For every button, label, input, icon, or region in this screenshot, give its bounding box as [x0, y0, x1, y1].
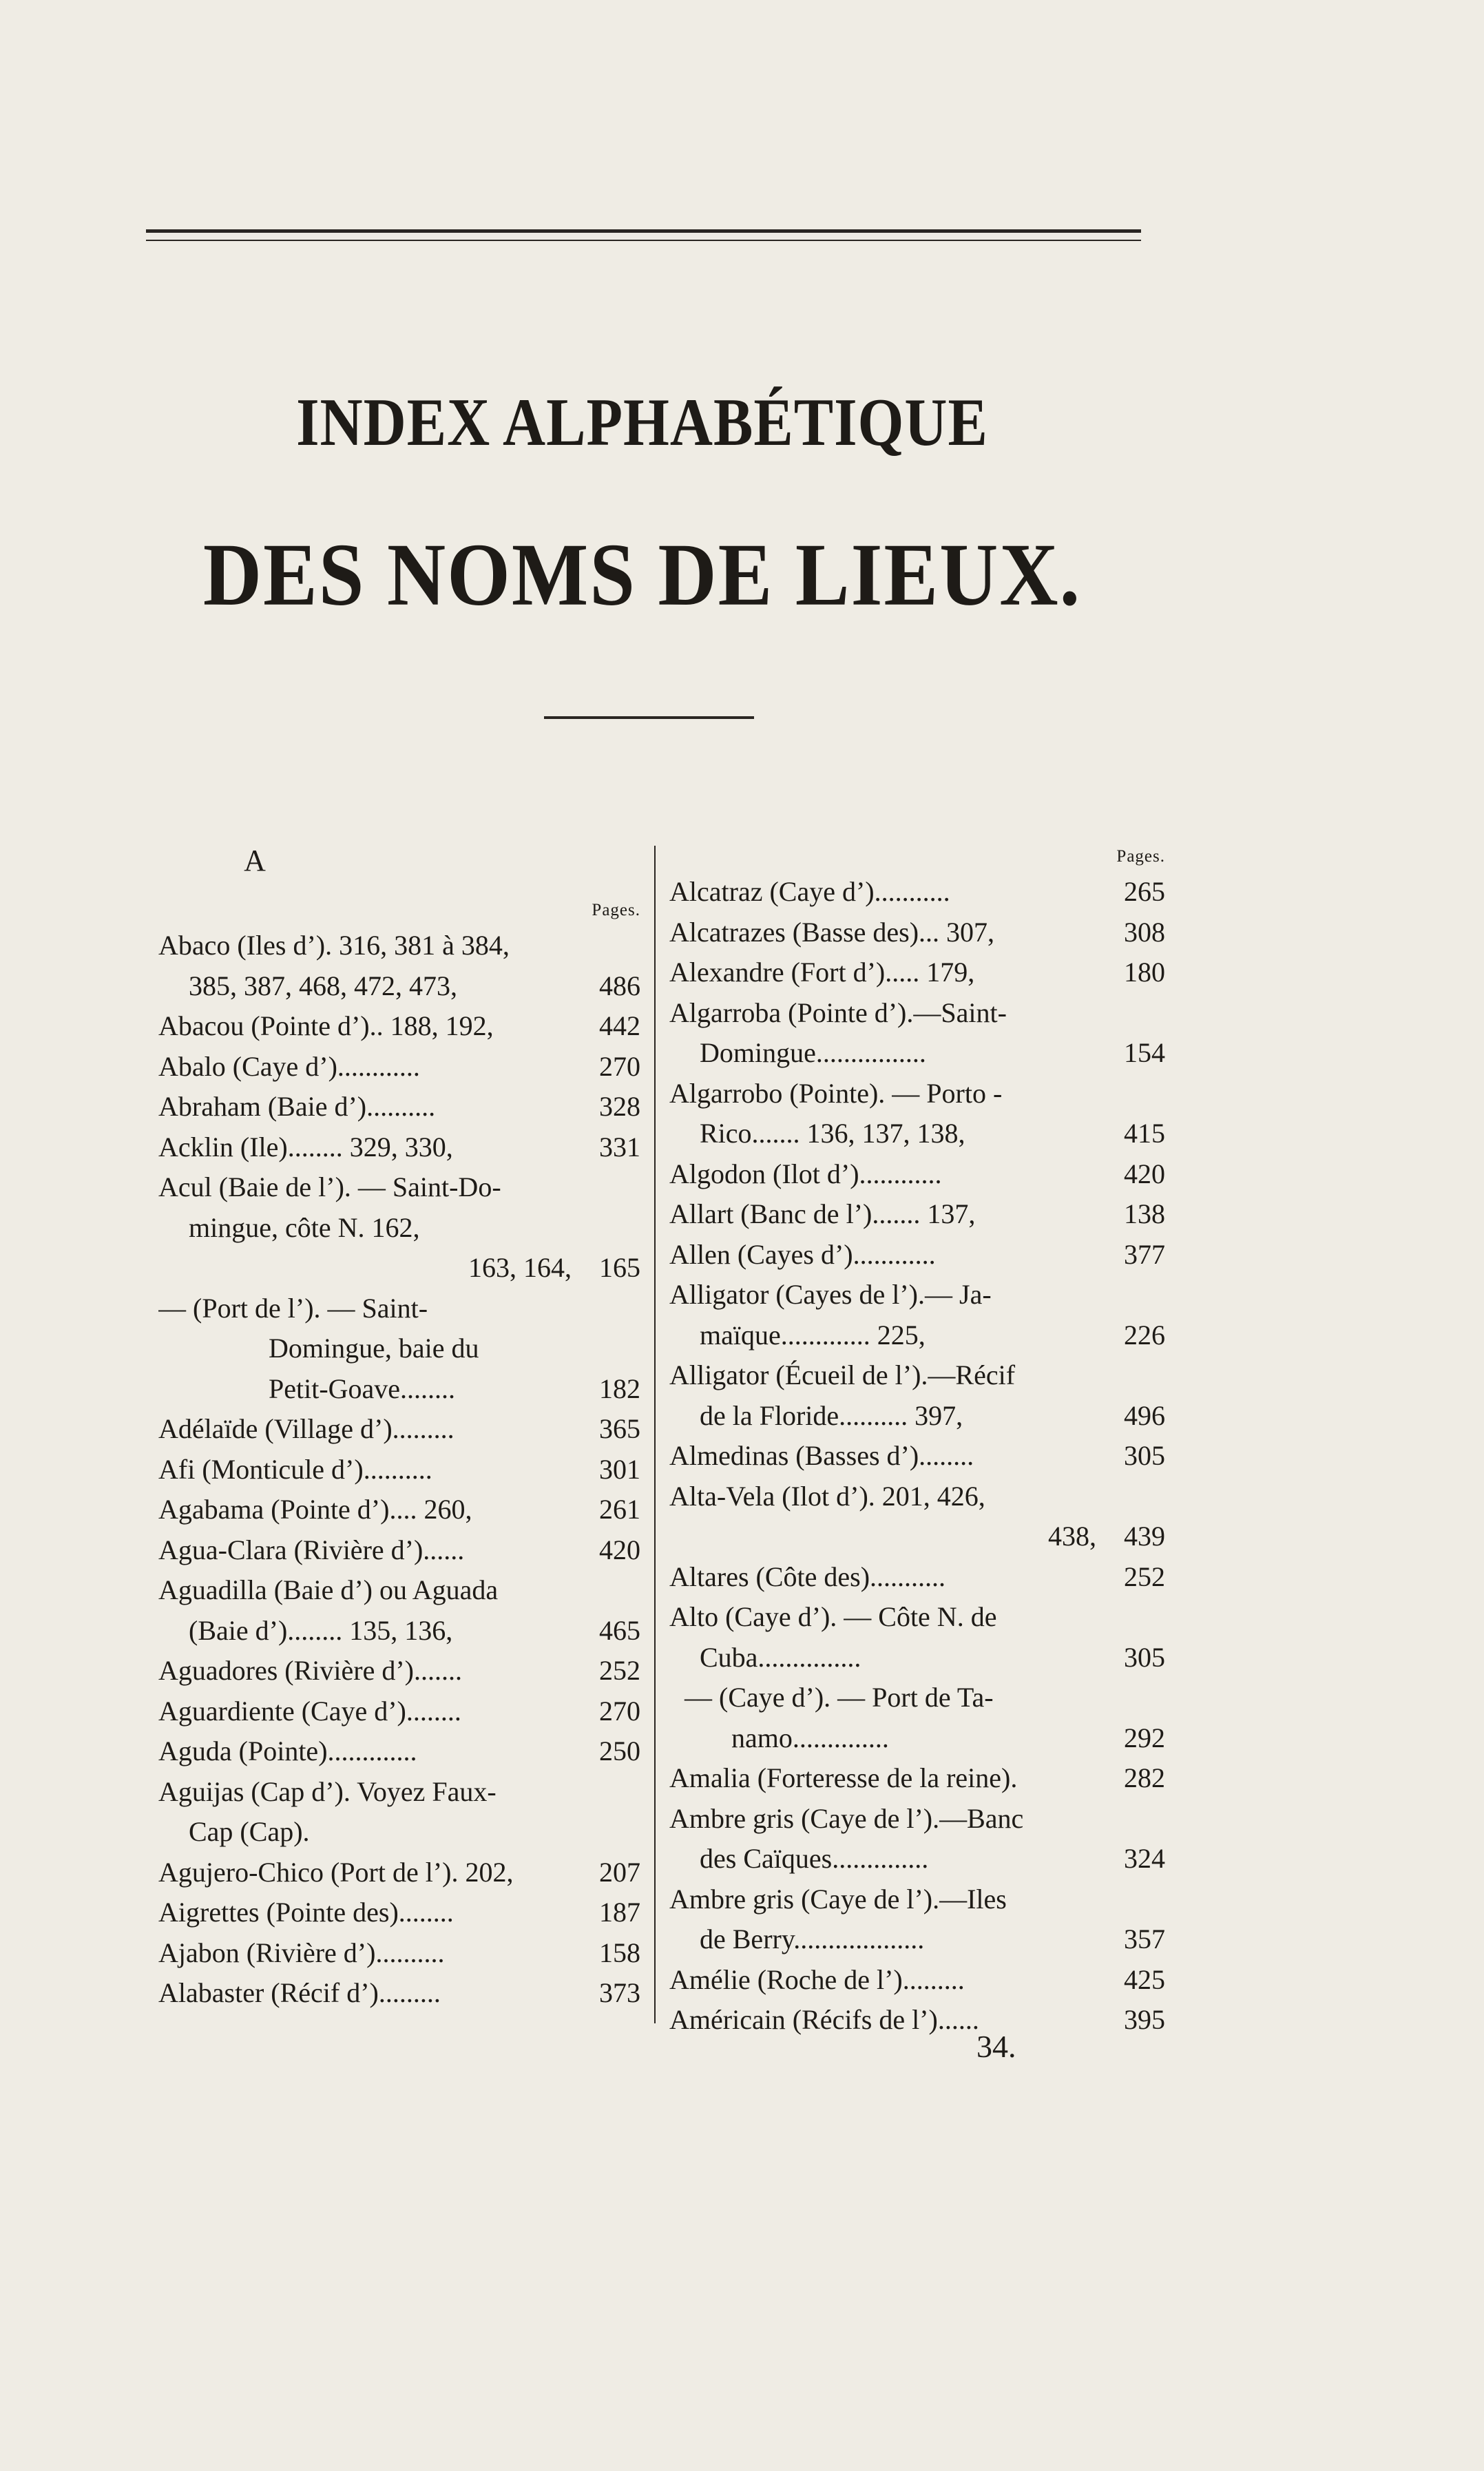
index-entry: — (Caye d’). — Port de Ta-	[684, 1682, 994, 1713]
index-entry: Américain (Récifs de l’)...... 395	[669, 2004, 1165, 2035]
index-entry: Aguijas (Cap d’). Voyez Faux-	[158, 1775, 497, 1807]
index-entry: Algarroba (Pointe d’).—Saint-	[669, 997, 1007, 1028]
index-entry: Acklin (Ile)........ 329, 330, 331	[158, 1131, 640, 1162]
index-entry: Allen (Cayes d’)............ 377	[669, 1238, 1165, 1270]
index-entry: des Caïques.............. 324	[700, 1843, 1165, 1874]
index-entry: Alcatraz (Caye d’)........... 265	[669, 876, 1165, 907]
index-entry: 163, 164, 165	[468, 1252, 640, 1283]
index-entry: Ambre gris (Caye de l’).—Banc	[669, 1802, 1024, 1834]
index-entry: Alcatrazes (Basse des)... 307, 308	[669, 916, 1165, 948]
index-entry: Aguadores (Rivière d’)....... 252	[158, 1655, 640, 1686]
index-entry: (Baie d’)........ 135, 136, 465	[189, 1614, 640, 1646]
index-entry: 385, 387, 468, 472, 473, 486	[189, 970, 640, 1001]
title-des-noms-de-lieux: DES NOMS DE LIEUX.	[202, 525, 1082, 625]
index-entry: Almedinas (Basses d’)........ 305	[669, 1440, 1165, 1471]
title-index-alphabetique: INDEX ALPHABÉTIQUE	[296, 384, 988, 460]
top-double-rule-thick	[146, 229, 1141, 233]
index-entry: de la Floride.......... 397, 496	[700, 1399, 1165, 1431]
index-entry: — (Port de l’). — Saint-	[158, 1292, 428, 1324]
index-column-left	[158, 826, 640, 2014]
index-entry: Ajabon (Rivière d’).......... 158	[158, 1937, 640, 1968]
index-entry: namo.............. 292	[731, 1722, 1165, 1753]
index-entry: Agujero-Chico (Port de l’). 202, 207	[158, 1856, 640, 1888]
index-entry: Ambre gris (Caye de l’).—Iles	[669, 1883, 1007, 1915]
index-entry: Cap (Cap).	[189, 1816, 310, 1847]
index-entry: maïque............. 225, 226	[700, 1319, 1165, 1351]
index-entry: Petit-Goave........ 182	[269, 1373, 640, 1404]
index-entry: 438, 439	[1048, 1521, 1165, 1552]
index-entry: Cuba............... 305	[700, 1641, 1165, 1673]
index-entry: Algodon (Ilot d’)............ 420	[669, 1158, 1165, 1189]
section-letter: A	[244, 844, 266, 877]
index-entry: Aguadilla (Baie d’) ou Aguada	[158, 1574, 499, 1605]
index-entry: Rico....... 136, 137, 138, 415	[700, 1118, 1165, 1149]
index-entry: Aguda (Pointe)............. 250	[158, 1735, 640, 1766]
index-entry: Abaco (Iles d’). 316, 381 à 384,	[158, 930, 510, 961]
index-entry: Aguardiente (Caye d’)........ 270	[158, 1695, 640, 1727]
index-entry: Domingue, baie du	[269, 1333, 479, 1364]
index-entry: Alabaster (Récif d’)......... 373	[158, 1977, 640, 2008]
index-entry: Altares (Côte des)........... 252	[669, 1561, 1165, 1592]
column-divider	[654, 846, 656, 2023]
index-entry: Acul (Baie de l’). — Saint-Do-	[158, 1171, 501, 1202]
entry-list-right	[669, 872, 1165, 2041]
index-entry: Agabama (Pointe d’).... 260, 261	[158, 1494, 640, 1525]
index-entry: Alta-Vela (Ilot d’). 201, 426,	[669, 1480, 985, 1512]
section-rule	[544, 716, 754, 719]
index-entry: Amélie (Roche de l’)......... 425	[669, 1963, 1165, 1995]
index-entry: Agua-Clara (Rivière d’)...... 420	[158, 1534, 640, 1565]
pages-header-left: Pages.	[592, 901, 640, 919]
index-entry: Alligator (Écueil de l’).—Récif	[669, 1359, 1016, 1390]
index-entry: Alligator (Cayes de l’).— Ja-	[669, 1279, 992, 1310]
index-entry: Alto (Caye d’). — Côte N. de	[669, 1601, 997, 1632]
page-number: 34.	[976, 2029, 1016, 2064]
index-entry: Aigrettes (Pointe des)........ 187	[158, 1897, 640, 1928]
index-entry: Afi (Monticule d’).......... 301	[158, 1453, 640, 1485]
index-entry: Abraham (Baie d’).......... 328	[158, 1091, 640, 1122]
index-entry: Algarrobo (Pointe). — Porto -	[669, 1077, 1003, 1109]
top-double-rule-thin	[146, 240, 1141, 241]
index-entry: Abacou (Pointe d’).. 188, 192, 442	[158, 1010, 640, 1041]
index-entry: Allart (Banc de l’)....... 137, 138	[669, 1198, 1165, 1229]
pages-header-right: Pages.	[1116, 847, 1165, 866]
index-entry: Amalia (Forteresse de la reine). 282	[669, 1762, 1165, 1793]
index-entry: Adélaïde (Village d’)......... 365	[158, 1413, 640, 1444]
index-entry: mingue, côte N. 162,	[189, 1211, 420, 1243]
entry-list-left	[158, 926, 640, 2014]
index-entry: Alexandre (Fort d’)..... 179, 180	[669, 957, 1165, 988]
index-entry: de Berry................... 357	[700, 1923, 1165, 1954]
index-column-right	[669, 842, 1165, 2041]
index-entry: Abalo (Caye d’)............ 270	[158, 1050, 640, 1082]
index-entry: Domingue................ 154	[700, 1037, 1165, 1068]
